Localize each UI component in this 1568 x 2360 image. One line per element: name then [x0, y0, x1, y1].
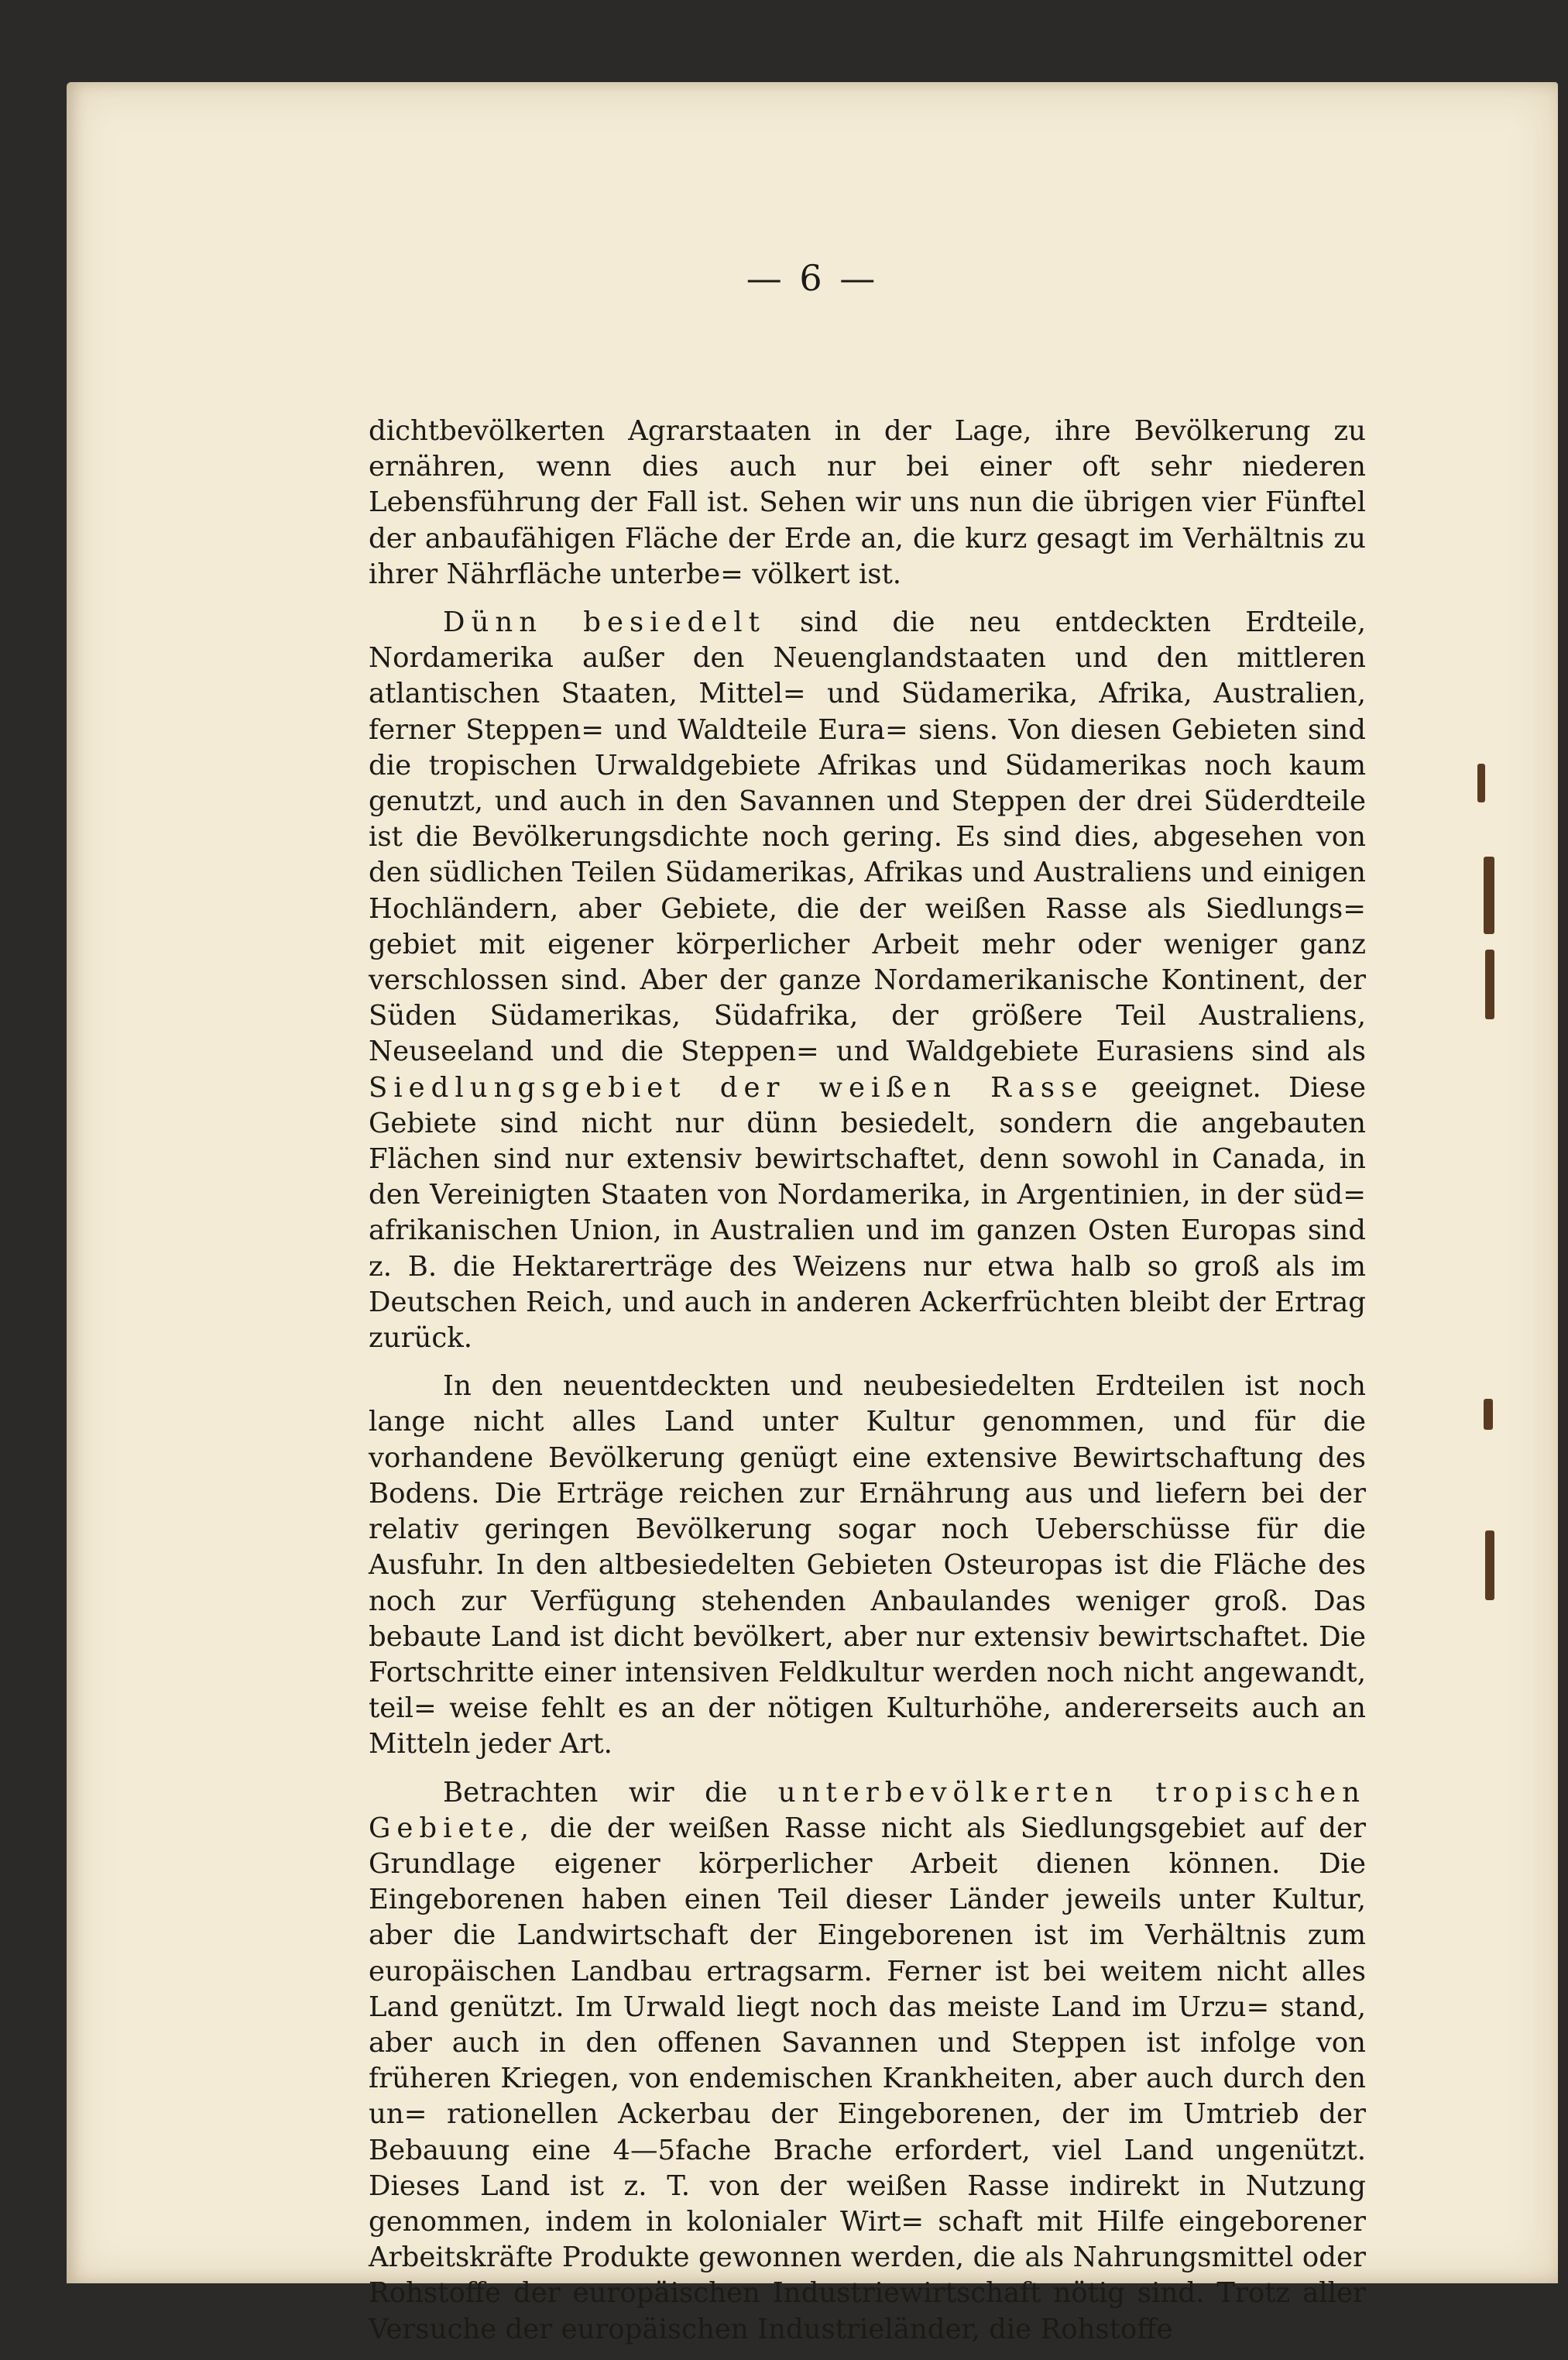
paragraph-text: geeignet. Diese Gebiete sind nicht nur dünn besiedelt, sondern die angebauten Flächen sind nur extensiv bewirtschaftet, denn sowohl in Canada, in den Vereinigten Staaten von Nordamerika, in Argentinien, in der süd= afrikanischen Union, in Australien und im ganzen Osten Europas sind z. B. die Hektarerträge des Weizens nur etwa halb so groß als im Deutschen Reich, und auch in anderen Ackerfrüchten bleibt der Ertrag zurück.	[369, 1071, 1367, 1355]
paragraph-text: In den neuentdeckten und neubesiedelten Erdteilen ist noch lange nicht alles Land unter Kultur genommen, und für die vorhandene Bevölkerung genügt eine extensive Bewirtschaftung des Bodens. Die Erträge reichen zur Ernährung aus und liefern bei der relativ geringen Bevölkerung sogar noch Ueberschüsse für die Ausfuhr. In den altbesiedelten Gebieten Osteuropas ist die Fläche des noch zur Verfügung stehenden Anbaulandes weniger groß. Das bebaute Land ist dicht bevölkert, aber nur extensiv bewirtschaftet. Die Fortschritte einer intensiven Feldkultur werden noch nicht angewandt, teil= weise fehlt es an der nötigen Kulturhöhe, andererseits auch an Mitteln jeder Art.	[369, 1370, 1366, 1761]
body-text	[369, 414, 1366, 2360]
book-page	[67, 82, 1558, 2345]
paragraph-4	[369, 1775, 1366, 2348]
paragraph-text: die der weißen Rasse nicht als Siedlungsgebiet auf der Grundlage eigener körperlicher Arbeit dienen können. Die Eingeborenen haben einen Teil dieser Länder jeweils unter Kultur, aber die Landwirtschaft der Eingeborenen ist im Verhältnis zum europäischen Landbau ertragsarm. Ferner ist bei weitem nicht alles Land genützt. Im Urwald liegt noch das meiste Land im Urzu= stand, aber auch in den offenen Savannen und Steppen ist infolge von früheren Kriegen, von endemischen Krankheiten, aber auch durch den un= rationellen Ackerbau der Eingeborenen, der im Umtrieb der Bebauung eine 4—5fache Brache erfordert, viel Land ungenützt. Dieses Land ist z. T. von der weißen Rasse indirekt in Nutzung genommen, indem in kolonialer Wirt= schaft mit Hilfe eingeborener Arbeitskräfte Produkte gewonnen werden, die als Nahrungsmittel oder Rohstoffe der europäischen Industriewirtschaft nötig sind. Trotz aller Versuche der europäischen Industrieländer, die Rohstoffe	[369, 1812, 1366, 2345]
paragraph-text: dichtbevölkerten Agrarstaaten in der Lage, ihre Bevölkerung zu ernähren, wenn dies auch nur bei einer oft sehr niederen Lebensführung der Fall ist. Sehen wir uns nun die übrigen vier Fünftel der anbaufähigen Fläche der Erde an, die kurz gesagt im Verhältnis zu ihrer Nährfläche unterbe= völkert ist.	[369, 415, 1366, 590]
paragraph-1	[369, 414, 1366, 593]
binding-mark	[1485, 1530, 1494, 1600]
paragraph-3	[369, 1369, 1366, 1762]
paragraph-text: sind die neu entdeckten Erdteile, Nordamerika außer den Neuenglandstaaten und den mittleren atlantischen Staaten, Mittel= und Südamerika, Afrika, Australien, ferner Steppen= und Waldteile Eura= siens. Von diesen Gebieten sind die tropischen Urwaldgebiete Afrikas und Südamerikas noch kaum genutzt, und auch in den Savannen und Steppen der drei Süderdteile ist die Bevölkerungsdichte noch gering. Es sind dies, abgesehen von den südlichen Teilen Südamerikas, Afrikas und Australiens und einigen Hochländern, aber Gebiete, die der weißen Rasse als Siedlungs= gebiet mit eigener körperlicher Arbeit mehr oder weniger ganz verschlossen sind. Aber der ganze Nordamerikanische Kontinent, der Süden Südamerikas, Südafrika, der größere Teil Australiens, Neuseeland und die Steppen= und Waldgebiete Eurasiens sind als	[369, 606, 1366, 1068]
paragraph-text: Betrachten wir die	[443, 1776, 778, 1809]
paragraph-2	[369, 605, 1366, 1356]
binding-mark	[1484, 1399, 1493, 1430]
binding-mark	[1484, 857, 1494, 934]
binding-mark	[1477, 764, 1485, 802]
spaced-emphasis: unterbevölkerten tropischen Gebiete,	[369, 1776, 1366, 1844]
binding-mark	[1485, 950, 1494, 1019]
spaced-emphasis: Siedlungsgebiet der weißen Rasse	[369, 1071, 1104, 1104]
spaced-emphasis: Dünn besiedelt	[443, 606, 766, 639]
page-number: — 6 —	[746, 257, 879, 299]
